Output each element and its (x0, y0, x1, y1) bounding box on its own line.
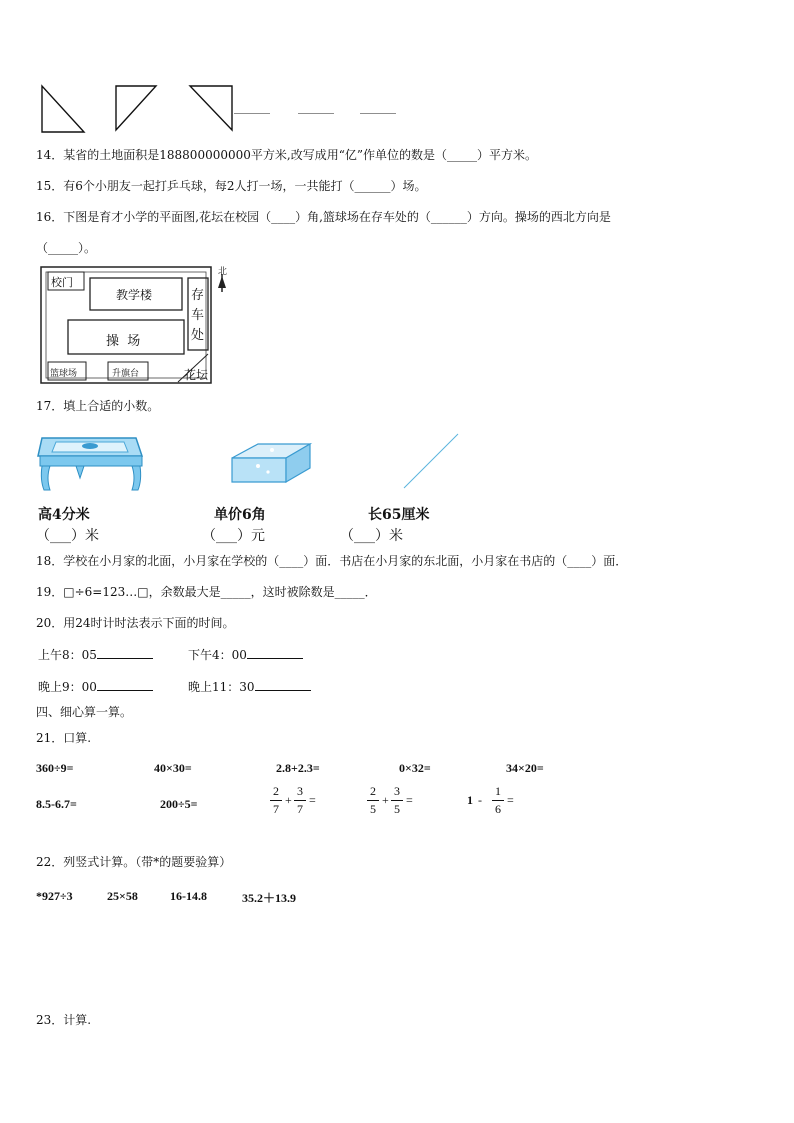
section-4-title: 四、细心算一算。 (36, 705, 133, 719)
question-21: 21．口算. (36, 731, 92, 745)
fraction-2-a-numerator: 2 (370, 784, 376, 798)
fraction-3-b-numerator: 1 (495, 784, 501, 798)
eraser-picture (228, 440, 318, 490)
question-19: 19．□÷6=123…□，余数最大是_____，这时被除数是_____． (36, 585, 377, 599)
question-23: 23．计算. (36, 1013, 92, 1027)
fraction-3-op: - (478, 793, 482, 807)
map-north-label: 北 (218, 267, 228, 277)
oral-calc-7[interactable]: 200÷5= (160, 797, 198, 811)
oral-calc-5[interactable]: 34×20= (506, 761, 544, 775)
time-item-4-label: 晚上11：30 (188, 680, 255, 694)
map-playground-label: 操 场 (106, 334, 141, 349)
fraction-2-a-denominator: 5 (370, 802, 376, 816)
fraction-2-equals: = (406, 793, 413, 807)
line-segment-picture (400, 432, 462, 490)
fraction-1-op: + (285, 793, 292, 807)
fraction-3-equals: = (507, 793, 514, 807)
question-15: 15．有6个小朋友一起打乒乓球，每2人打一场，一共能打（______）场。 (36, 179, 427, 193)
fraction-2-b-denominator: 5 (394, 802, 400, 816)
oral-calc-6[interactable]: 8.5-6.7= (36, 797, 77, 811)
item-price-answer[interactable]: （___）元 (202, 528, 265, 544)
oral-calc-fraction-2[interactable] (367, 784, 427, 824)
oral-calc-3[interactable]: 2.8+2.3= (276, 761, 320, 775)
time-item-4 (188, 678, 311, 695)
map-teaching-building-label: 教学楼 (116, 288, 153, 302)
oral-calc-fraction-1[interactable] (270, 784, 330, 824)
fraction-1-b-denominator: 7 (297, 802, 303, 816)
item-length-label: 长65厘米 (368, 507, 430, 523)
map-storage-label-1: 存 (191, 288, 205, 303)
triangle-2 (114, 84, 160, 134)
triangle-blank-1[interactable]: ______ (234, 100, 270, 114)
fraction-1-a-denominator: 7 (273, 802, 279, 816)
map-gate-label: 校门 (51, 276, 73, 289)
oral-calc-2[interactable]: 40×30= (154, 761, 192, 775)
question-17: 17．填上合适的小数。 (36, 399, 160, 413)
time-item-1-blank[interactable] (97, 646, 153, 659)
triangle-blank-2[interactable]: ______ (298, 100, 334, 114)
oral-calc-4[interactable]: 0×32= (399, 761, 431, 775)
map-storage-label-3: 处 (191, 328, 205, 343)
vertical-calc-4[interactable]: 35.2＋13.9 (242, 891, 297, 905)
item-height-answer[interactable]: （___）米 (36, 528, 99, 544)
question-16-line-1: 16．下图是育才小学的平面图,花坛在校园（____）角,篮球场在存车处的（______）方向。操场的西北方向是 (36, 210, 611, 224)
question-22: 22．列竖式计算。（带*的题要验算） (36, 855, 232, 869)
fraction-1-a-numerator: 2 (273, 784, 279, 798)
triangle-1 (40, 84, 86, 134)
time-item-2-label: 下午4：00 (188, 648, 247, 662)
vertical-calc-1[interactable]: *927÷3 (36, 889, 73, 903)
oral-calc-1[interactable]: 360÷9= (36, 761, 74, 775)
time-item-3-label: 晚上9：00 (38, 680, 97, 694)
item-height-label: 高4分米 (38, 507, 90, 523)
map-storage-label-2: 车 (191, 308, 205, 323)
time-item-2 (188, 646, 303, 663)
time-item-4-blank[interactable] (255, 678, 311, 691)
map-basketball-label: 篮球场 (50, 369, 78, 379)
vertical-calc-3[interactable]: 16-14.8 (170, 889, 207, 903)
fraction-2-b-numerator: 3 (394, 784, 400, 798)
fraction-1-b-numerator: 3 (297, 784, 303, 798)
triangle-blank-3[interactable]: ______ (360, 100, 396, 114)
question-14: 14．某省的土地面积是188800000000平方米,改写成用“亿”作单位的数是（_____）平方米。 (36, 148, 537, 162)
time-item-1-label: 上午8：05 (38, 648, 97, 662)
question-18: 18．学校在小月家的北面，小月家在学校的（____）面．书店在小月家的东北面，小月家在书店的（____）面． (36, 554, 628, 568)
fraction-3-b-denominator: 6 (495, 802, 501, 816)
time-item-3-blank[interactable] (97, 678, 153, 691)
time-item-1 (38, 646, 153, 663)
fraction-2-op: + (382, 793, 389, 807)
map-garden-label: 花坛 (184, 368, 209, 382)
oral-calc-fraction-3[interactable] (467, 784, 527, 824)
fraction-3-whole: 1 (467, 793, 473, 807)
item-length-answer[interactable]: （___）米 (340, 528, 403, 544)
table-picture (36, 430, 146, 496)
triangle-3 (188, 84, 238, 134)
question-20: 20．用24时计时法表示下面的时间。 (36, 616, 235, 630)
question-16-line-2: （_____）。 (36, 241, 97, 255)
vertical-calc-2[interactable]: 25×58 (107, 889, 138, 903)
item-price-label: 单价6角 (214, 507, 266, 523)
fraction-1-equals: = (309, 793, 316, 807)
time-item-3 (38, 678, 153, 695)
school-map (40, 266, 240, 386)
time-item-2-blank[interactable] (247, 646, 303, 659)
map-flag-label: 升旗台 (112, 369, 140, 379)
